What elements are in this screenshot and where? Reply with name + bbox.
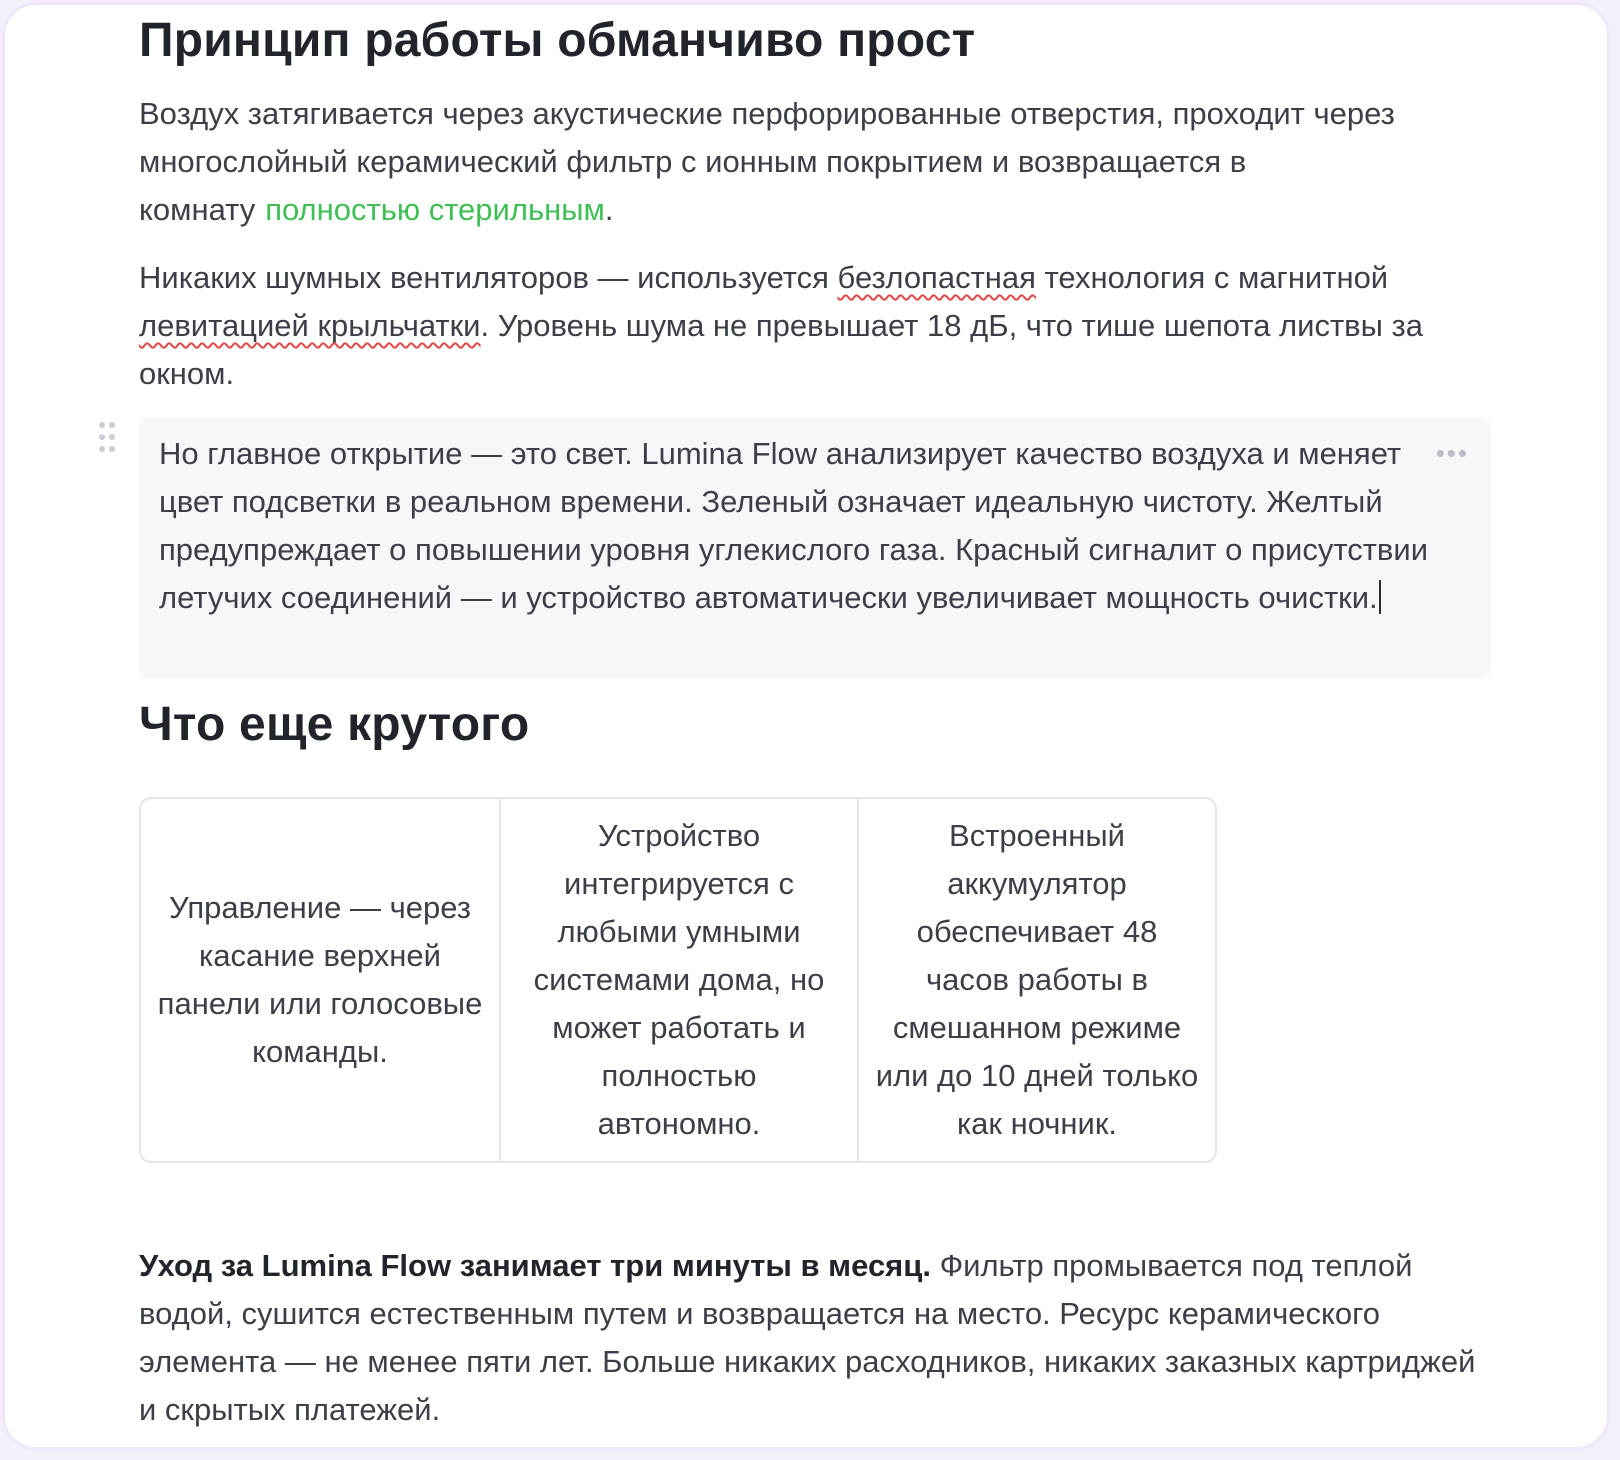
spellcheck-word-levitation[interactable]: левитацией крыльчатки — [139, 308, 481, 343]
table-cell-integration[interactable]: Устройство интегрируется с любыми умными системами дома, но может работать и полностью автономно. — [499, 799, 857, 1161]
heading-features[interactable]: Что еще крутого — [139, 698, 530, 751]
paragraph-noise-part-a: Никаких шумных вентиляторов — используется — [139, 260, 838, 295]
table-row — [141, 799, 1215, 1161]
heading-principle[interactable]: Принцип работы обманчиво прост — [139, 14, 976, 67]
text-cursor — [1379, 580, 1381, 614]
paragraph-air-flow-end: . — [604, 192, 614, 227]
table-cell-battery[interactable]: Встроенный аккумулятор обеспечивает 48 часов работы в смешанном режиме или до 10 дней только как ночник. — [857, 799, 1215, 1161]
paragraph-air-flow-text: Воздух затягивается через акустические перфорированные отверстия, проходит через многослойный керамический фильтр с ионным покрытием и возвращается в комнату — [139, 96, 1395, 227]
paragraph-noise-part-c: . Уровень шума не превышает 18 дБ, что тише шепота листвы за окном. — [139, 308, 1423, 391]
drag-handle-icon[interactable] — [99, 422, 119, 458]
paragraph-care[interactable] — [139, 1242, 1491, 1434]
spellcheck-word-bladeless[interactable]: безлопастная — [837, 260, 1036, 295]
callout-text[interactable] — [159, 430, 1449, 622]
more-options-icon[interactable]: ••• — [1435, 438, 1469, 468]
editor-frame — [2, 2, 1610, 1450]
sterile-link[interactable]: полностью стерильным — [265, 192, 605, 227]
callout-text-content: Но главное открытие — это свет. Lumina Flow анализирует качество воздуха и меняет цвет подсветки в реальном времени. Зеленый означает идеальную чистоту. Желтый предупреждает о повышении уровня углекислого газа. Красный сигналит о присутствии летучих соединений — и устройство автоматически увеличивает мощность очистки. — [159, 436, 1429, 615]
paragraph-noise[interactable] — [139, 254, 1491, 398]
paragraph-air-flow[interactable] — [139, 90, 1491, 234]
paragraph-noise-part-b: технология с магнитной — [1035, 260, 1389, 295]
table-cell-control[interactable]: Управление — через касание верхней панели или голосовые команды. — [157, 890, 483, 1069]
features-table[interactable] — [139, 797, 1217, 1163]
care-text: Фильтр промывается под теплой водой, сушится естественным путем и возвращается на место. Ресурс керамического элемента — не менее пяти лет. Больше никаких расходников, никаких заказных картриджей и скрытых платежей. — [139, 1248, 1476, 1427]
care-bold-lead: Уход за Lumina Flow занимает три минуты в месяц. — [139, 1248, 931, 1283]
callout-block[interactable] — [139, 418, 1491, 678]
